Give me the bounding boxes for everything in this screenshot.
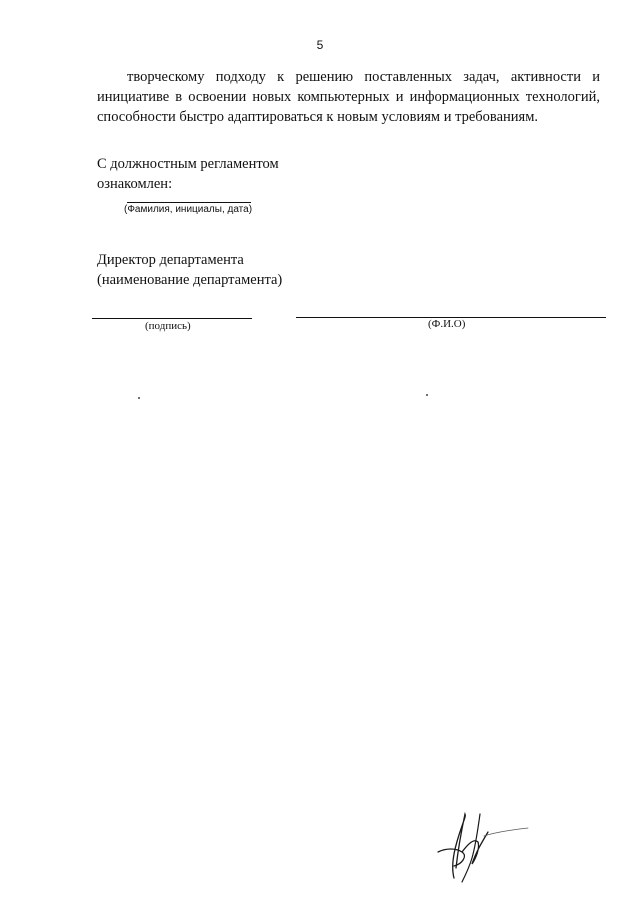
acknowledgement-fill-line: [127, 202, 251, 203]
acknowledgement-line-2: ознакомлен:: [97, 176, 173, 192]
scan-speck: [426, 394, 428, 396]
scan-speck: [138, 397, 140, 399]
full-name-caption: (Ф.И.О): [428, 318, 466, 330]
director-block: [97, 250, 397, 290]
acknowledgement-line-1: С должностным регламентом: [97, 156, 279, 172]
handwritten-signature-icon: [432, 808, 532, 888]
acknowledgement-label: [97, 154, 357, 194]
signature-caption: (подпись): [145, 320, 191, 332]
body-paragraph: творческому подходу к решению поставленных задач, активности и инициативе в освоении новых компьютерных и информационных технологий, способности быстро адаптироваться к новым условиям и требованиям.: [97, 69, 600, 125]
page-number: 5: [316, 38, 324, 52]
acknowledgement-caption: (Фамилия, инициалы, дата): [124, 204, 253, 215]
signature-fill-line: [92, 318, 252, 319]
department-placeholder: (наименование департамента): [97, 272, 283, 288]
director-title: Директор департамента: [97, 252, 244, 268]
